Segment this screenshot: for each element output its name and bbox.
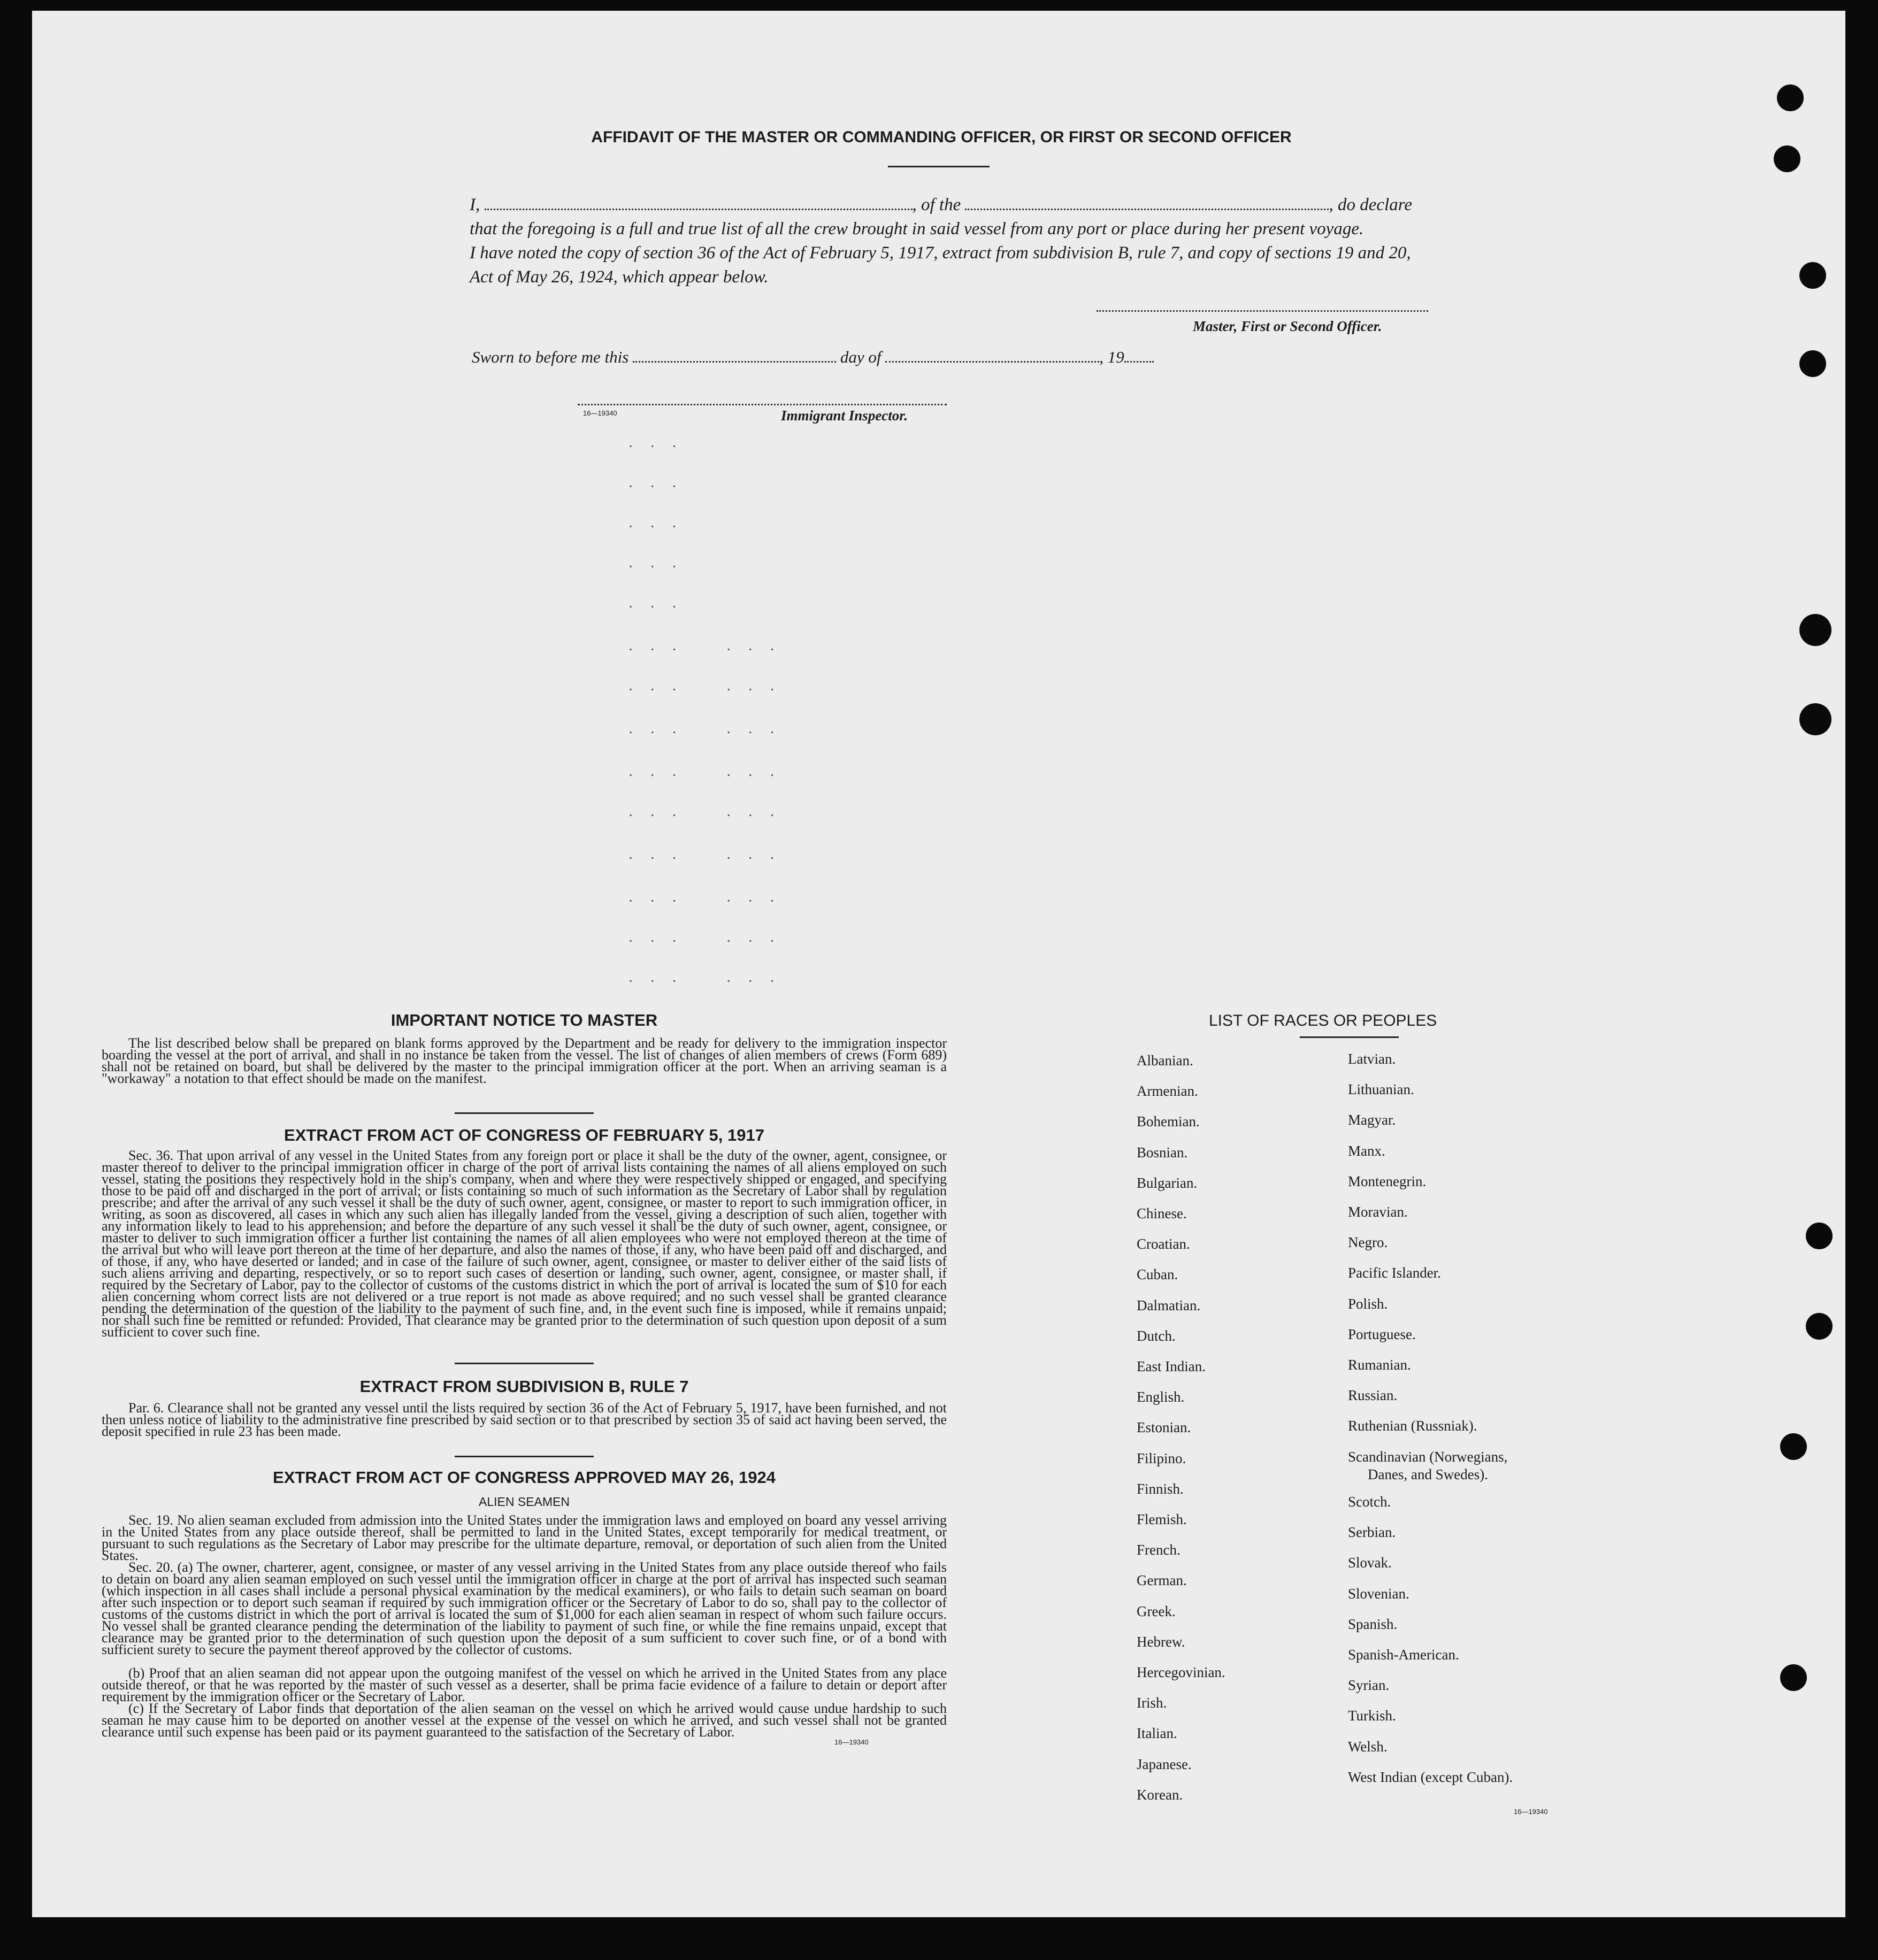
race-item: Bohemian. [1137, 1113, 1200, 1130]
document-page [32, 11, 1845, 1917]
leader-dots: . . . [628, 433, 683, 451]
race-item: Estonian. [1137, 1419, 1191, 1436]
extract-form-number: 16—19340 [834, 1738, 869, 1746]
race-item: Cuban. [1137, 1266, 1178, 1283]
race-item: Turkish. [1348, 1708, 1396, 1724]
race-item: Japanese. [1137, 1756, 1192, 1772]
leader-dots: . . . [628, 554, 683, 571]
race-item: Armenian. [1137, 1083, 1198, 1100]
race-item: Spanish. [1348, 1616, 1398, 1632]
extract-1917-text: Sec. 36. That upon arrival of any vessel in the United States from any foreign port or place it shall be the duty of the owner, agent, consignee, or master thereof to deliver to the principal immigration officer in charge of the port of arrival lists containing the names of all aliens employed on such vessel, stating the positions they respectively hold in the ship's company, when and where they were respectively shipped or engaged, and specifying those to be paid off and discharged in the port of arrival; or lists containing so much of such information as the Secretary of Labor shall by regulation prescribe; and after the arrival of any such vessel it shall be the duty of such owner, agent, consignee, or master to report to such immigration officer, in writing, as soon as discovered, all cases in which any such alien has illegally landed from the vessel, giving a description of such alien, together with any information likely to lead to his apprehension; and before the departure of any such vessel it shall be the duty of such owner, agent, consignee, or master to deliver to such immigration officer a further list containing the names of all alien employees who were not employed thereon at the time of the arrival but who will leave port thereon at the time of her departure, and also the names of those, if any, who have been paid off and discharged, and of those, if any, who have deserted or landed; and in case of the failure of such owner, agent, consignee, or master to deliver either of the said lists of such aliens arriving and departing, respectively, or so to report such cases of desertion or landing, such owner, agent, consignee, or master shall, if required by the Secretary of Labor, pay to the collector of customs of the customs district in which the port of arrival is located the sum of $10 for each alien concerning whom correct lists are not delivered or a true report is not made as above required; and no such vessel shall be granted clearance pending the determination of the question of the liability to the payment of such fine, and, in the event such fine is imposed, while it remains unpaid; nor shall such fine be remitted or refunded: Provided, That clearance may be granted prior to the determination of such question upon deposit of a sum sufficient to cover such fine. [102, 1148, 947, 1340]
sworn-day-blank [633, 361, 836, 363]
races-heading: LIST OF RACES OR PEOPLES [1209, 1012, 1437, 1029]
race-item: East Indian. [1137, 1358, 1206, 1374]
inspector-signature-line [578, 404, 947, 405]
binder-hole [1799, 262, 1826, 289]
sworn-line [472, 348, 1274, 367]
leader-dots: . . . . . . [628, 719, 781, 737]
race-item: Polish. [1348, 1295, 1388, 1312]
race-item: Ruthenian (Russniak). [1348, 1418, 1477, 1434]
race-item: Magyar. [1348, 1112, 1396, 1128]
race-item: Montenegrin. [1348, 1173, 1427, 1189]
race-item: Danes, and Swedes). [1368, 1466, 1488, 1482]
binder-hole [1799, 614, 1831, 646]
race-item: Greek. [1137, 1603, 1176, 1619]
extract-1917-heading: EXTRACT FROM ACT OF CONGRESS OF FEBRUARY 5, 1917 [284, 1126, 764, 1144]
race-item: Scotch. [1348, 1494, 1391, 1510]
race-item: Latvian. [1348, 1051, 1396, 1067]
race-item: Bulgarian. [1137, 1174, 1198, 1191]
race-item: Spanish-American. [1348, 1647, 1459, 1663]
sec19-text: Sec. 19. No alien seaman excluded from admission into the United States under the immigration laws and employed on board any vessel arriving in the United States from any place outside thereof, shall be permitted to land in the United States, except temporarily for medical treatment, or pursuant to such regulations as the Secretary of Labor may prescribe for the ultimate departure, removal, or deportation of such alien from the United States. [102, 1512, 947, 1563]
notice-heading: IMPORTANT NOTICE TO MASTER [390, 1011, 658, 1029]
sworn-label: Sworn to before me this [472, 348, 629, 366]
master-signature-line [1097, 310, 1428, 312]
race-item: Hercegovinian. [1137, 1664, 1225, 1680]
title-underline [888, 166, 990, 167]
race-item: English. [1137, 1389, 1185, 1405]
race-item: Irish. [1137, 1695, 1167, 1711]
race-item: Croatian. [1137, 1236, 1190, 1252]
leader-dots: . . . [628, 473, 683, 491]
race-item: Chinese. [1137, 1205, 1187, 1221]
binder-hole [1777, 84, 1804, 111]
race-item: Serbian. [1348, 1524, 1396, 1541]
binder-hole [1806, 1223, 1833, 1249]
race-item: Slovenian. [1348, 1585, 1409, 1602]
race-item: Hebrew. [1137, 1633, 1185, 1650]
race-item: Welsh. [1348, 1738, 1388, 1755]
extract-1924-subheading: ALIEN SEAMEN [479, 1495, 570, 1509]
race-item: Moravian. [1348, 1204, 1408, 1220]
race-item: Negro. [1348, 1234, 1388, 1251]
sworn-month-blank [885, 361, 1099, 363]
section-divider [455, 1363, 594, 1364]
binder-hole [1780, 1433, 1807, 1460]
binder-hole [1799, 703, 1831, 735]
binder-hole [1774, 145, 1800, 172]
binder-hole [1806, 1313, 1833, 1340]
leader-dots: . . . . . . [628, 636, 781, 654]
leader-dots: . . . . . . [628, 928, 781, 946]
race-item: Portuguese. [1348, 1326, 1416, 1342]
name-blank [485, 209, 913, 210]
extract-rule7-text: Par. 6. Clearance shall not be granted any vessel until the lists required by section 36 of the Act of February 5, 1917, have been furnished, and not then unless notice of liability to the administrative fine prescribed by said section or to that prescribed by section 35 of said act having been served, the deposit specified in rule 23 has been made. [102, 1400, 947, 1439]
leader-dots: . . . [628, 594, 683, 611]
race-item: German. [1137, 1572, 1187, 1589]
extract-rule7-heading: EXTRACT FROM SUBDIVISION B, RULE 7 [359, 1377, 689, 1396]
extract-1924-heading: EXTRACT FROM ACT OF CONGRESS APPROVED MAY 26, 1924 [273, 1468, 776, 1487]
day-of-label: day of [840, 348, 881, 366]
sec20b-text: (b) Proof that an alien seaman did not appear upon the outgoing manifest of the vessel on which he arrived in the United States from any place outside thereof, or that he was reported by the master of such vessel as a deserter, shall be prima facie evidence of a failure to detain or deport after requirement by the immigration officer or the Secretary of Labor. [102, 1665, 947, 1704]
race-item: French. [1137, 1542, 1181, 1558]
sec20c-text: (c) If the Secretary of Labor finds that deportation of the alien seaman on the vessel on which he arrived would cause undue hardship to such seaman he may cause him to be deported on another vessel at the expense of the vessel on which he arrived, and such vessel shall not be granted clearance until such expense has been paid or its payment guaranteed to the satisfaction of the Secretary of Labor. [102, 1701, 947, 1740]
race-item: Slovak. [1348, 1555, 1392, 1571]
race-item: Finnish. [1137, 1480, 1184, 1497]
race-item: Dalmatian. [1137, 1297, 1201, 1313]
notice-text: The list described below shall be prepared on blank forms approved by the Department and be ready for delivery to the immigration inspector boarding the vessel at the port of arrival, and shall in no instance be taken from the vessel. The list of changes of alien members of crews (Form 689) shall not be retained on board, but shall be delivered by the master to the principal immigration officer at the port. When an arriving seaman is a "workaway" a notation to that effect should be made on the manifest. [102, 1035, 947, 1086]
affidavit-form-number: 16—19340 [583, 409, 617, 417]
race-item: Scandinavian (Norwegians, [1348, 1448, 1508, 1465]
year-label: , 19 [1099, 348, 1124, 366]
race-item: Lithuanian. [1348, 1081, 1414, 1098]
affidavit-line2: that the foregoing is a full and true list of all the crew brought in said vessel from any port or place during her present voyage. [470, 219, 1364, 239]
race-item: Pacific Islander. [1348, 1265, 1441, 1281]
sec20a-text: Sec. 20. (a) The owner, charterer, agent, consignee, or master of any vessel arriving in the United States from any place outside thereof who fails to detain on board any alien seaman employed on such vessel until the immigration officer in charge at the port of arrival has inspected such seaman (which inspection in all cases shall include a personal physical examination by the medical examiners), or who fails to detain such seaman on board after such inspection or to deport such seaman if required by such immigration officer or the Secretary of Labor to do so, shall pay to the collector of customs of the customs district in which the port of arrival is located the sum of $1,000 for each alien seaman in respect of whom such failure occurs. No vessel shall be granted clearance pending the determination of the liability to payment of such fine, or while the fine remains unpaid, except that clearance may be granted prior to the determination of such question upon the deposit of a sum sufficient to cover such fine, or of a bond with sufficient surety to secure the payment thereof approved by the collector of customs. [102, 1559, 947, 1657]
affidavit-i: I, [470, 195, 480, 214]
race-item: Russian. [1348, 1387, 1398, 1404]
affidavit-line1 [470, 195, 1486, 215]
binder-hole [1799, 350, 1826, 377]
race-item: Korean. [1137, 1786, 1183, 1803]
race-item: Italian. [1137, 1725, 1177, 1742]
race-item: Syrian. [1348, 1677, 1390, 1694]
race-item: Flemish. [1137, 1511, 1187, 1527]
leader-dots: . . . [628, 513, 683, 531]
affidavit-title: AFFIDAVIT OF THE MASTER OR COMMANDING OFFICER, OR FIRST OR SECOND OFFICER [591, 128, 1292, 146]
vessel-blank [965, 209, 1329, 210]
race-item: Bosnian. [1137, 1144, 1188, 1160]
leader-dots: . . . . . . [628, 845, 781, 863]
race-item: West Indian (except Cuban). [1348, 1769, 1513, 1785]
race-item: Dutch. [1137, 1327, 1176, 1344]
affidavit-line4: Act of May 26, 1924, which appear below. [470, 267, 769, 287]
race-item: Rumanian. [1348, 1357, 1411, 1373]
binder-hole [1780, 1664, 1807, 1691]
race-item: Albanian. [1137, 1052, 1193, 1069]
leader-dots: . . . . . . [628, 968, 781, 986]
affidavit-declare: , do declare [1329, 195, 1412, 214]
races-underline [1300, 1036, 1399, 1038]
section-divider [455, 1112, 594, 1114]
inspector-label: Immigrant Inspector. [781, 408, 908, 424]
affidavit-line3: I have noted the copy of section 36 of the Act of February 5, 1917, extract from subdivision B, rule 7, and copy of sections 19 and 20, [470, 243, 1411, 263]
leader-dots: . . . . . . [628, 677, 781, 694]
leader-dots: . . . . . . [628, 888, 781, 905]
race-item: Filipino. [1137, 1450, 1186, 1466]
year-blank [1124, 361, 1154, 363]
races-form-number: 16—19340 [1514, 1808, 1548, 1816]
affidavit-of-the: , of the [912, 195, 961, 214]
race-item: Manx. [1348, 1142, 1385, 1159]
leader-dots: . . . . . . [628, 802, 781, 820]
section-divider [455, 1456, 594, 1457]
master-signature-label: Master, First or Second Officer. [1193, 318, 1382, 334]
leader-dots: . . . . . . [628, 762, 781, 780]
